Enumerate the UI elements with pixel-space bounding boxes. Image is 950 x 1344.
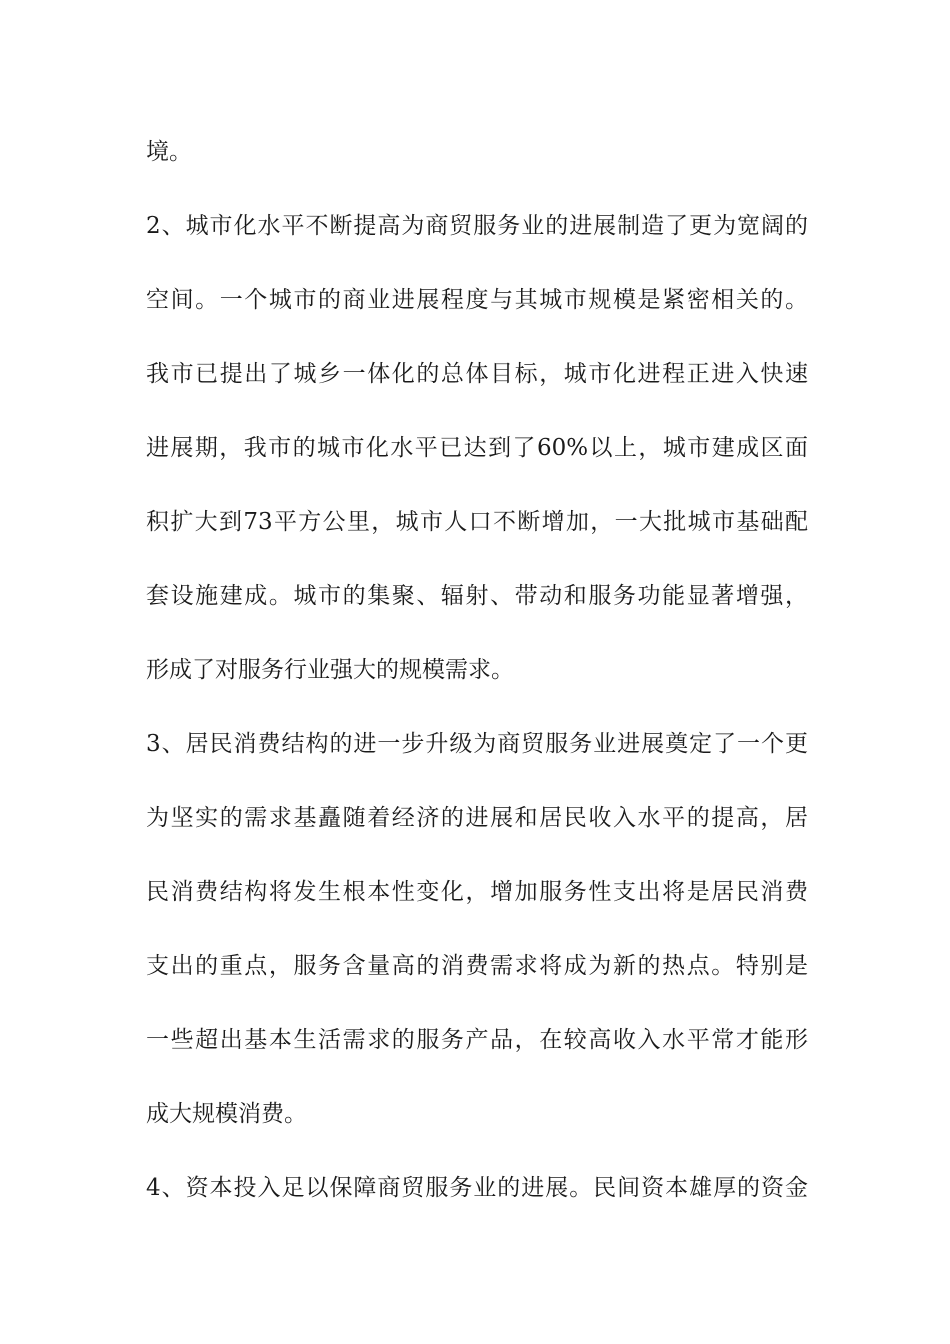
text-line-7: 套设施建成。城市的集聚、辐射、带动和服务功能显著增强， (146, 583, 808, 609)
text-line-15: 4、资本投入足以保障商贸服务业的进展。民间资本雄厚的资金 (146, 1175, 808, 1201)
text-line-6: 积扩大到73平方公里，城市人口不断增加，一大批城市基础配 (146, 509, 808, 535)
text-line-5: 进展期，我市的城市化水平已达到了60%以上，城市建成区面 (146, 435, 808, 461)
text-line-11: 民消费结构将发生根本性变化，增加服务性支出将是居民消费 (146, 879, 808, 905)
text-line-8: 形成了对服务行业强大的规模需求。 (146, 657, 514, 683)
text-line-12: 支出的重点，服务含量高的消费需求将成为新的热点。特别是 (146, 953, 808, 979)
text-line-14: 成大规模消费。 (146, 1101, 307, 1127)
text-line-2: 2、城市化水平不断提高为商贸服务业的进展制造了更为宽阔的 (146, 213, 808, 239)
text-line-3: 空间。一个城市的商业进展程度与其城市规模是紧密相关的。 (146, 287, 808, 313)
text-line-10: 为坚实的需求基矗随着经济的进展和居民收入水平的提高，居 (146, 805, 808, 831)
text-line-13: 一些超出基本生活需求的服务产品，在较高收入水平常才能形 (146, 1027, 808, 1053)
text-line-9: 3、居民消费结构的进一步升级为商贸服务业进展奠定了一个更 (146, 731, 808, 757)
text-line-1: 境。 (146, 139, 192, 165)
text-line-4: 我市已提出了城乡一体化的总体目标，城市化进程正进入快速 (146, 361, 808, 387)
